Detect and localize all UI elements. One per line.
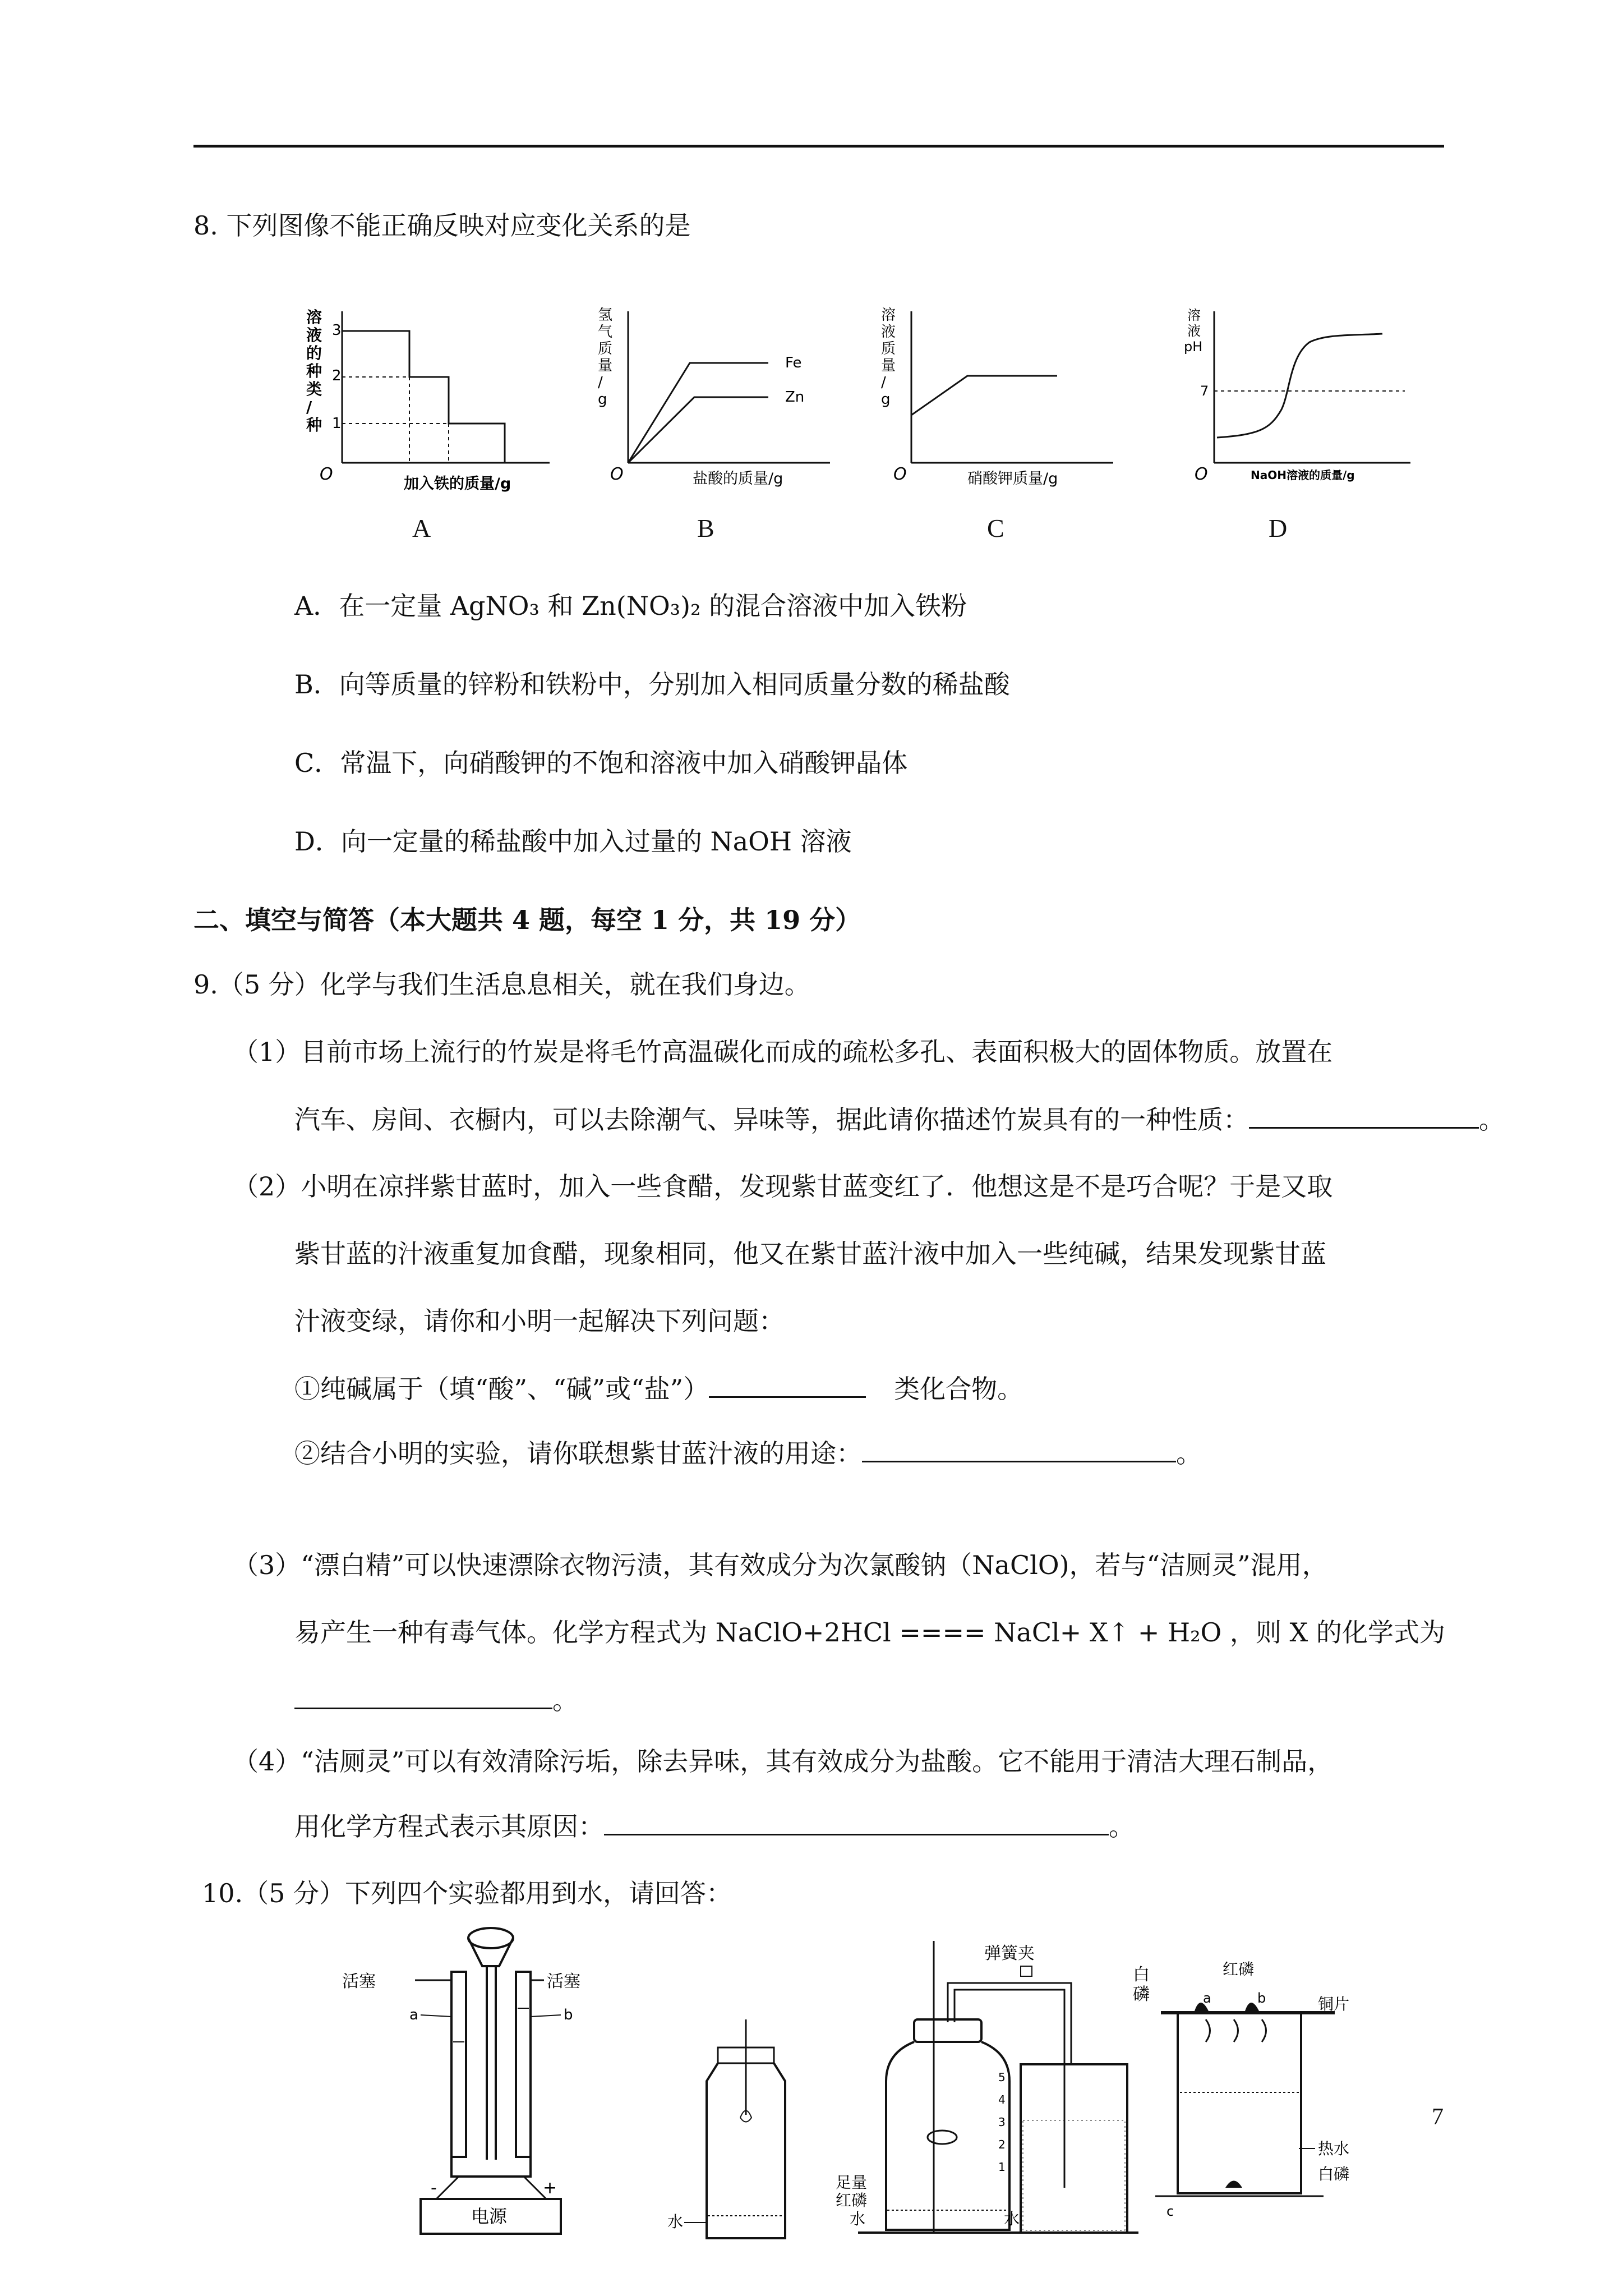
chart-b-series-fe [628, 363, 768, 463]
svg-text:溶: 溶 [881, 307, 896, 324]
chart-b-ylabel-vertical [598, 307, 612, 408]
svg-text:/: / [306, 398, 312, 416]
svg-text:种: 种 [306, 416, 322, 434]
label-a: a [1203, 1990, 1211, 2006]
svg-text:种: 种 [306, 362, 322, 380]
q9-part3-line3 [294, 1683, 578, 1717]
figure-electrolysis [336, 1924, 651, 2240]
option-c: C．常温下，向硝酸钾的不饱和溶液中加入硝酸钾晶体 [294, 748, 908, 778]
beaker [1021, 2064, 1127, 2233]
option-b: B．向等质量的锌粉和铁粉中，分别加入相同质量分数的稀盐酸 [294, 669, 1010, 700]
steam [1206, 2019, 1266, 2042]
svg-text:溶: 溶 [1187, 307, 1201, 323]
power-label: 电源 [471, 2206, 508, 2227]
beaker-water [1023, 2120, 1125, 2230]
svg-text:/: / [598, 374, 603, 391]
svg-text:溶: 溶 [306, 308, 322, 326]
jar-scale [998, 2070, 1006, 2174]
svg-text:液: 液 [881, 324, 896, 341]
chart-a-origin: O [320, 464, 333, 484]
figure-copper-plate [1133, 1958, 1374, 2224]
q9-part4-line2 [294, 1809, 1135, 1843]
white-phosphorus-underwater [1225, 2181, 1242, 2188]
chart-d-ph7-label: 7 [1200, 383, 1209, 399]
minus-label: - [431, 2178, 437, 2198]
white-label-1: 白 [1133, 1965, 1150, 1985]
q9-part1-end: 。 [1479, 1105, 1505, 1135]
q9-part4-text: 用化学方程式表示其原因： [294, 1811, 604, 1842]
svg-text:pH: pH [1184, 339, 1203, 355]
wire-left [436, 2177, 459, 2199]
q9-part2-sub1-end: 类化合物。 [894, 1374, 1023, 1404]
question-9-stem: 9.（5 分）化学与我们生活息息相关，就在我们身边。 [193, 969, 810, 1000]
chart-a-xlabel: 加入铁的质量/g [404, 475, 511, 493]
question-8-stem: 8. 下列图像不能正确反映对应变化关系的是 [193, 210, 691, 241]
q9-part2-sub2 [294, 1436, 1202, 1470]
q9-part2-sub2-end: 。 [1176, 1438, 1202, 1469]
water-label: 水 [667, 2212, 684, 2231]
q9-part2-line3: 汁液变绿，请你和小明一起解决下列问题： [294, 1306, 785, 1336]
clamp-label: 弹簧夹 [984, 1944, 1035, 1963]
chart-b-zn-label: Zn [785, 389, 805, 406]
svg-text:1: 1 [998, 2160, 1006, 2174]
red-label: 红磷 [1223, 1960, 1255, 1978]
svg-text:2: 2 [998, 2138, 1006, 2151]
chart-a-series [342, 331, 505, 463]
chart-a-ylabel-vertical [306, 308, 322, 434]
svg-text:g: g [598, 391, 607, 408]
hot-water-label: 热水 [1318, 2139, 1350, 2158]
q9-part2-line2: 紫甘蓝的汁液重复加食醋，现象相同，他又在紫甘蓝汁液中加入一些纯碱，结果发现紫甘蓝 [294, 1239, 1326, 1269]
chart-d-origin: O [1195, 464, 1208, 484]
svg-text:/: / [881, 374, 886, 391]
q9-part4-blank[interactable] [604, 1809, 1109, 1835]
question-10-stem: 10.（5 分）下列四个实验都用到水，请回答： [202, 1878, 732, 1908]
chart-c-xlabel: 硝酸钾质量/g [967, 470, 1058, 487]
svg-text:质: 质 [598, 341, 613, 357]
q9-part1-text: 汽车、房间、衣橱内，可以去除潮气、异味等，据此请你描述竹炭具有的一种性质： [294, 1105, 1249, 1135]
valve-right-label: 活塞 [547, 1972, 580, 1991]
chart-d-ylabel-vertical [1184, 307, 1202, 355]
figure-phosphorus-jar [836, 1935, 1155, 2252]
svg-text:类: 类 [306, 380, 322, 398]
white-label-2: 磷 [1133, 1985, 1150, 2004]
valve-left-label: 活塞 [342, 1972, 376, 1991]
svg-text:液: 液 [306, 326, 322, 344]
option-d: D．向一定量的稀盐酸中加入过量的 NaOH 溶液 [294, 826, 852, 857]
chart-b [594, 303, 841, 496]
chart-a-tick-1: 1 [332, 415, 342, 432]
label-c: c [1166, 2203, 1174, 2219]
svg-text:气: 气 [598, 324, 613, 341]
white-phos-label: 白磷 [1318, 2165, 1350, 2183]
chart-b-fe-label: Fe [785, 355, 802, 371]
funnel [468, 1938, 513, 1966]
beaker [1178, 2014, 1301, 2193]
q9-part2-sub2-text: ②结合小明的实验，请你联想紫甘蓝汁液的用途： [294, 1438, 862, 1469]
chart-d-letter: D [1269, 514, 1288, 542]
chart-c-letter: C [987, 514, 1004, 542]
chart-b-letter: B [697, 514, 714, 542]
plus-label: + [543, 2178, 557, 2198]
q9-part2-sub1-text: ①纯碱属于（填“酸”、“碱”或“盐”） [294, 1374, 709, 1404]
q9-part4-line1: （4）“洁厕灵”可以有效清除污垢，除去异味，其有效成分为盐酸。它不能用于清洁大理石制品， [233, 1746, 1334, 1777]
phosphorus-spoon [928, 2131, 957, 2144]
phos-label-1: 足量 [836, 2173, 868, 2192]
figure-bottle [662, 2014, 808, 2252]
q9-part2-sub1-blank[interactable] [709, 1372, 866, 1398]
chart-d-xlabel: NaOH溶液的质量/g [1251, 468, 1355, 482]
svg-text:氢: 氢 [598, 307, 613, 324]
chart-d-series [1217, 334, 1382, 438]
svg-text:3: 3 [998, 2115, 1006, 2129]
label-a: a [409, 2007, 418, 2023]
header-rule [193, 145, 1444, 148]
pointer-a [421, 2015, 451, 2017]
q9-part4-end: 。 [1109, 1811, 1135, 1842]
q9-part1-line1: （1）目前市场上流行的竹炭是将毛竹高温碳化而成的疏松多孔、表面积极大的固体物质。放置在 [233, 1037, 1333, 1067]
u-connector [451, 2157, 531, 2177]
jar-body [886, 2042, 1009, 2230]
copper-label: 铜片 [1318, 1995, 1350, 2013]
q9-part1-answer-blank[interactable] [1249, 1102, 1479, 1129]
water-label-1: 水 [850, 2210, 866, 2228]
chart-b-origin: O [610, 464, 624, 484]
funnel-top [468, 1928, 513, 1948]
svg-text:液: 液 [1187, 323, 1201, 339]
svg-text:的: 的 [306, 344, 322, 362]
q9-part2-sub2-blank[interactable] [862, 1436, 1176, 1462]
jar-stopper [914, 2019, 981, 2042]
chart-a-tick-3: 3 [332, 322, 342, 339]
left-tube [451, 1972, 466, 2157]
chart-a-tick-2: 2 [332, 367, 342, 384]
chart-c [878, 303, 1124, 496]
delivery-tube [948, 1983, 1071, 2064]
label-b: b [1257, 1990, 1266, 2006]
chart-a [303, 306, 566, 499]
chart-c-origin: O [893, 464, 907, 484]
chart-a-letter: A [412, 514, 431, 542]
phos-label-2: 红磷 [836, 2191, 868, 2210]
svg-text:5: 5 [998, 2070, 1006, 2084]
right-tube [516, 1972, 531, 2157]
section-2-heading: 二、填空与简答（本大题共 4 题，每空 1 分，共 19 分） [193, 905, 861, 935]
chart-c-series [911, 376, 1057, 415]
q9-part2-sub1 [294, 1372, 1023, 1406]
water-label-2: 水 [1004, 2210, 1020, 2228]
chart-d [1175, 303, 1422, 496]
q9-part3-line1: （3）“漂白精”可以快速漂除衣物污渍，其有效成分为次氯酸钠（NaClO)，若与“洁厕灵”混用， [233, 1550, 1328, 1580]
q9-part3-end: 。 [552, 1685, 578, 1715]
q9-part3-blank[interactable] [294, 1683, 552, 1709]
pointer-b [531, 2015, 561, 2017]
label-b: b [564, 2007, 573, 2023]
svg-text:质: 质 [881, 341, 896, 357]
q9-part1-line2 [294, 1102, 1505, 1137]
chart-c-ylabel-vertical [881, 307, 896, 408]
svg-text:量: 量 [881, 357, 896, 374]
option-a: A．在一定量 AgNO₃ 和 Zn(NO₃)₂ 的混合溶液中加入铁粉 [294, 591, 967, 621]
q9-part2-line1: （2）小明在凉拌紫甘蓝时，加入一些食醋，发现紫甘蓝变红了．他想这是不是巧合呢？于是又取 [233, 1171, 1333, 1202]
spring-clamp [1021, 1966, 1032, 1976]
svg-text:量: 量 [598, 357, 613, 374]
chart-b-xlabel: 盐酸的质量/g [693, 470, 783, 487]
q9-part3-line2: 易产生一种有毒气体。化学方程式为 NaClO+2HCl ==== NaCl+ X↑ + H₂O ，则 X 的化学式为 [294, 1617, 1445, 1648]
svg-text:4: 4 [998, 2093, 1006, 2106]
page-number: 7 [1432, 2104, 1444, 2130]
svg-text:g: g [881, 391, 891, 408]
